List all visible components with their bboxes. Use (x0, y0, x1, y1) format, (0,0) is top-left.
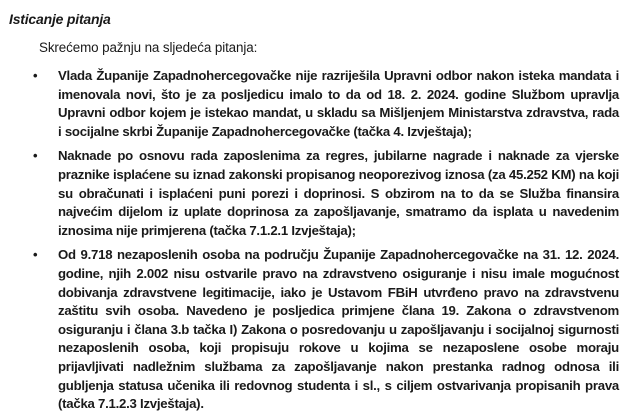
issues-list (0, 67, 629, 420)
list-item-text: Vlada Županije Zapadnohercegovačke nije razriješila Upravni odbor nakon isteka mandata i imenovala novi, što je za posljedicu imalo to da od 18. 2. 2024. godine Službom upravlja Upravni odbor kojem je istekao mandat, u skladu sa Mišljenjem Ministarstva zdravstva, rada i socijalne skrbi Županije Zapadnohercegovačke (tačka 4. Izvještaja); (58, 68, 619, 139)
bullet-icon: • (33, 68, 38, 83)
list-item-text: Naknade po osnovu rada zaposlenima za regres, jubilarne nagrade i naknade za vjerske praznike isplaćene su iznad zakonski propisanog neoporezivog iznosa (za 45.252 KM) na koji su obračunati i isplaćeni puni porezi i doprinosi. S obzirom na to da se Služba finansira najvećim dijelom iz uplate doprinosa za zapošljavanje, smatramo da isplata u navedenim iznosima nije primjerena (tačka 7.1.2.1 Izvještaja); (58, 148, 619, 238)
bullet-icon: • (33, 148, 38, 164)
section-heading: Isticanje pitanja (9, 11, 111, 27)
list-item-text: Od 9.718 nezaposlenih osoba na području Županije Zapadnohercegovačke na 31. 12. 2024. godine, njih 2.002 nisu ostvarile pravo na zdravstveno osiguranje i nisu imale mogućnost dobivanja zdravstvene legitimacije, iako je Ustavom FBiH utvrđeno pravo na zdravstvenu zaštitu svih osoba. Navedeno je posljedica primjene člana 19. Zakona o zdravstvenom osiguranju i člana 3.b tačka I) Zakona o posredovanju u zapošljavanju i socijalnoj sigurnosti nezaposlenih osoba, koji propisuju rokove u kojima se nezaposlene osobe moraju prijavljivati nadležnim službama za zapošljavanje nakon prestanka radnog odnosa ili gubljenja statusa učenika ili redovnog studenta i sl., s ciljem ostvarivanja propisanih prava (tačka 7.1.2.3 Izvještaja). (58, 247, 619, 412)
bullet-icon: • (33, 247, 38, 263)
intro-text: Skrećemo pažnju na sljedeća pitanja: (39, 40, 258, 55)
list-item (0, 67, 629, 141)
list-item (0, 246, 629, 413)
list-item (0, 147, 629, 240)
